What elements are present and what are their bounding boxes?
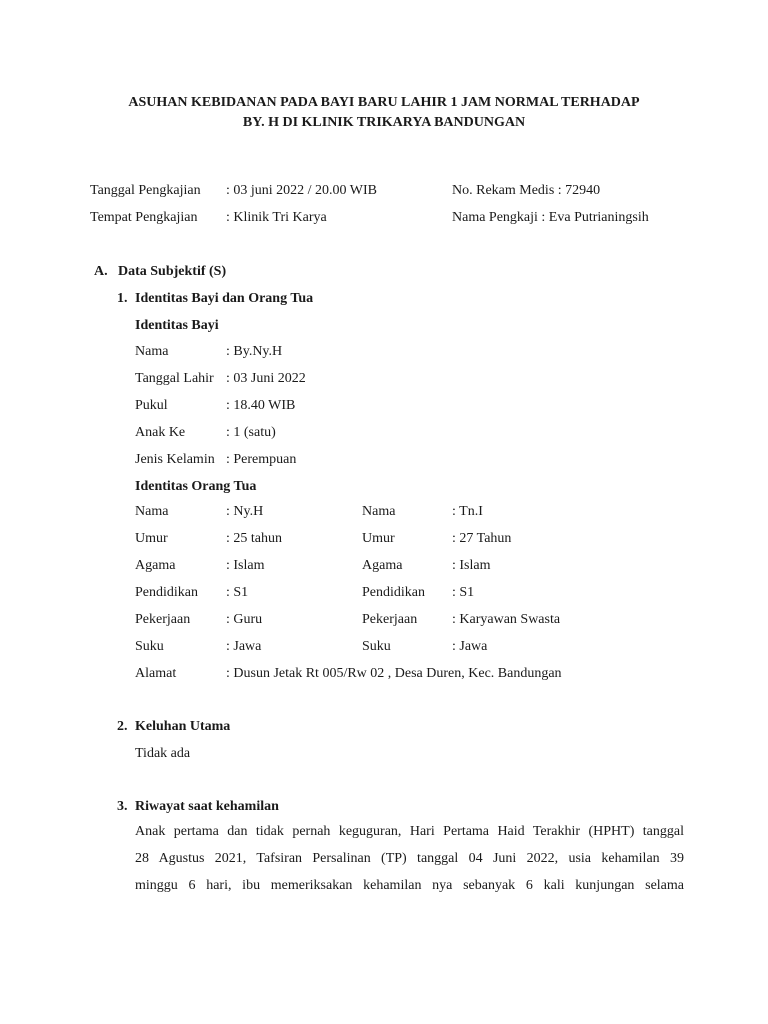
item-1-marker: 1. [117,291,128,306]
item-3-marker: 3. [117,799,128,814]
section-a-marker: A. [94,264,108,279]
identitas-bayi-heading: Identitas Bayi [135,318,219,333]
ortu-value: : Islam [226,558,265,573]
ortu-label-2: Agama [362,558,403,573]
bayi-label: Nama [135,344,169,359]
ortu-value: : 25 tahun [226,531,282,546]
ortu-value-2: : Karyawan Swasta [452,612,561,627]
ortu-label: Nama [135,504,169,519]
ortu-value-2: : Islam [452,558,491,573]
alamat-value: : Dusun Jetak Rt 005/Rw 02 , Desa Duren, Kec. Bandungan [226,666,562,681]
ortu-value-2: : Tn.I [452,504,483,519]
item-3-title: Riwayat saat kehamilan [135,799,279,814]
bayi-value: : 18.40 WIB [226,398,296,413]
document-title-line-1: ASUHAN KEBIDANAN PADA BAYI BARU LAHIR 1 JAM NORMAL TERHADAP [128,95,640,110]
alamat-label: Alamat [135,666,177,681]
section-a-title: Data Subjektif (S) [118,264,227,279]
ortu-label: Agama [135,558,176,573]
riwayat-kehamilan-paragraph [135,818,684,899]
ortu-label-2: Pendidikan [362,585,425,600]
paragraph-line: minggu 6 hari, ibu memeriksakan kehamilan nya sebanyak 6 kali kunjungan selama [135,878,684,893]
item-1-title: Identitas Bayi dan Orang Tua [135,291,314,306]
paragraph-line: Anak pertama dan tidak pernah keguguran, Hari Pertama Haid Terakhir (HPHT) tanggal [135,824,684,839]
ortu-label: Umur [135,531,168,546]
ortu-value-2: : 27 Tahun [452,531,512,546]
ortu-label-2: Pekerjaan [362,612,418,627]
ortu-value: : Jawa [226,639,262,654]
ortu-label: Pekerjaan [135,612,191,627]
ortu-label: Suku [135,639,164,654]
ortu-label-2: Suku [362,639,391,654]
bayi-label: Anak Ke [135,425,186,440]
ortu-label-2: Umur [362,531,395,546]
ortu-value-2: : S1 [452,585,475,600]
item-2-title: Keluhan Utama [135,719,231,734]
tempat-pengkajian-value: : Klinik Tri Karya [226,210,327,225]
item-2-marker: 2. [117,719,128,734]
ortu-value-2: : Jawa [452,639,488,654]
tanggal-pengkajian-label: Tanggal Pengkajian [90,183,201,198]
bayi-value: : 03 Juni 2022 [226,371,306,386]
bayi-label: Tanggal Lahir [135,371,214,386]
bayi-value: : By.Ny.H [226,344,283,359]
bayi-label: Jenis Kelamin [135,452,215,467]
ortu-label-2: Nama [362,504,396,519]
document-title-line-2: BY. H DI KLINIK TRIKARYA BANDUNGAN [242,115,526,130]
tanggal-pengkajian-value: : 03 juni 2022 / 20.00 WIB [226,183,378,198]
nama-pengkaji: Nama Pengkaji : Eva Putrianingsih [452,210,649,225]
paragraph-line: 28 Agustus 2021, Tafsiran Persalinan (TP) tanggal 04 Juni 2022, usia kehamilan 39 [135,851,684,866]
bayi-label: Pukul [135,398,168,413]
ortu-label: Pendidikan [135,585,198,600]
identitas-ortu-heading: Identitas Orang Tua [135,479,257,494]
bayi-value: : Perempuan [226,452,297,467]
rekam-medis: No. Rekam Medis : 72940 [452,183,601,198]
ortu-value: : S1 [226,585,249,600]
ortu-value: : Guru [226,612,263,627]
tempat-pengkajian-label: Tempat Pengkajian [90,210,198,225]
ortu-value: : Ny.H [226,504,264,519]
bayi-value: : 1 (satu) [226,425,276,440]
keluhan-utama-body: Tidak ada [135,746,191,761]
